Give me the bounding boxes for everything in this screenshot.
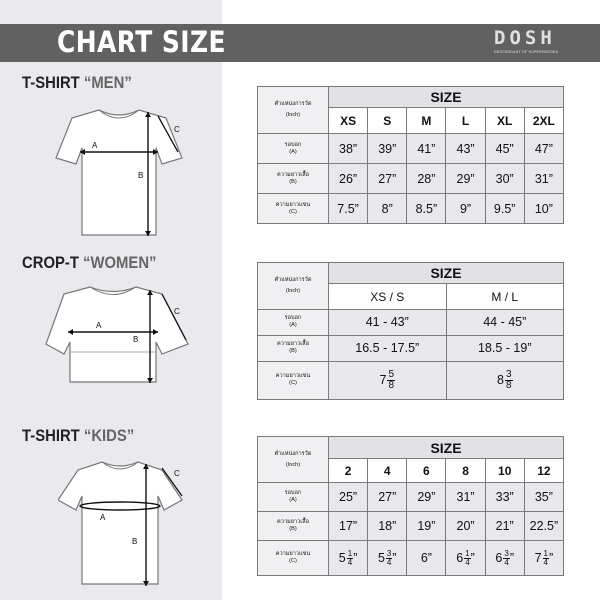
column-header: L	[446, 108, 485, 134]
row-label-code: (A)	[289, 322, 297, 329]
fraction-numerator: 3	[386, 548, 392, 558]
row-label-code: (B)	[289, 178, 297, 185]
table-cell	[329, 361, 447, 399]
table-row	[258, 361, 564, 399]
column-header: M	[407, 108, 446, 134]
table-cell: 39”	[368, 134, 407, 164]
section-title-quote: “KIDS”	[83, 427, 135, 445]
table-cell	[446, 361, 564, 399]
row-label	[258, 541, 329, 576]
row-label-code: (B)	[289, 348, 297, 355]
logo-wordmark: DOSH	[494, 27, 556, 49]
table-cell	[485, 541, 524, 576]
size-header: SIZE	[329, 263, 564, 284]
fraction-denominator: 4	[465, 557, 470, 567]
kids-label-b: B	[132, 537, 138, 546]
table-cell: 33”	[485, 483, 524, 512]
row-label	[258, 310, 329, 336]
kids-label-a: A	[100, 513, 106, 522]
table-cell: 38”	[329, 134, 368, 164]
table-row	[258, 194, 564, 224]
kids-tshirt-diagram	[58, 456, 198, 591]
column-header: M / L	[446, 284, 564, 310]
fraction-unit: ”	[509, 550, 514, 565]
fraction	[387, 370, 395, 391]
table-cell: 41 - 43”	[329, 310, 447, 336]
fraction-numerator: 3	[505, 368, 512, 380]
fraction-unit: ”	[470, 550, 475, 565]
fraction-numerator: 1	[347, 548, 353, 558]
table-cell: 41”	[407, 134, 446, 164]
table-cell	[368, 541, 407, 576]
table-cell: 19”	[407, 512, 446, 541]
table-cell: 21”	[485, 512, 524, 541]
women-label-a: A	[96, 321, 102, 330]
row-label-text: รอบอก	[284, 315, 302, 322]
fraction-whole: 7	[534, 550, 542, 565]
men-label-b: B	[138, 171, 144, 180]
table-cell: 26”	[329, 164, 368, 194]
fraction-numerator: 5	[388, 368, 394, 380]
table-cell: 27”	[368, 483, 407, 512]
table-cell: 31”	[524, 164, 563, 194]
fraction-numerator: 1	[465, 548, 470, 558]
logo-tagline: DESCENDANT OF SUPERHEROES	[494, 50, 559, 54]
row-label-code: (A)	[289, 148, 297, 155]
header-bar	[0, 24, 600, 62]
table-cell: 16.5 - 17.5”	[329, 335, 447, 361]
table-cell: 35”	[524, 483, 563, 512]
table-cell: 29”	[407, 483, 446, 512]
column-header: XL	[485, 108, 524, 134]
fraction	[505, 370, 513, 391]
page-title: CHART SIZE	[57, 25, 226, 59]
fraction-whole: 7	[379, 372, 387, 387]
row-label	[258, 194, 329, 224]
table-row	[258, 512, 564, 541]
corner-label-line1: ตำแหน่งการวัด	[274, 101, 312, 107]
table-row	[258, 164, 564, 194]
section-title-quote: “MEN”	[83, 74, 132, 92]
table-cell	[446, 541, 485, 576]
row-label-text: รอบอก	[284, 490, 302, 497]
table-cell: 8”	[368, 194, 407, 224]
row-label-code: (C)	[289, 208, 297, 215]
row-label	[258, 164, 329, 194]
column-header: 8	[446, 459, 485, 483]
men-label-c: C	[174, 125, 180, 134]
table-cell: 18”	[368, 512, 407, 541]
section-title-kids	[22, 427, 134, 446]
section-title-women	[22, 254, 156, 273]
women-cropt-diagram	[38, 282, 198, 392]
row-label-text: ความยาวเสื้อ	[277, 171, 309, 178]
corner-label-line2: (Inch)	[285, 461, 301, 468]
table-cell	[524, 541, 563, 576]
table-cell: 31”	[446, 483, 485, 512]
table-cell: 28”	[407, 164, 446, 194]
table-cell: 45”	[485, 134, 524, 164]
table-corner-label	[258, 263, 329, 310]
fraction-numerator: 1	[543, 548, 548, 558]
fraction-unit: ”	[392, 550, 397, 565]
section-title-main: T-SHIRT	[22, 74, 80, 92]
women-size-table	[257, 262, 564, 400]
table-cell: 17”	[329, 512, 368, 541]
table-row	[258, 134, 564, 164]
column-header: 6	[407, 459, 446, 483]
table-cell: 29”	[446, 164, 485, 194]
fraction-denominator: 4	[504, 557, 509, 567]
brand-logo	[494, 27, 584, 59]
row-label	[258, 483, 329, 512]
kids-size-table	[257, 436, 564, 576]
table-row	[258, 541, 564, 576]
row-label-text: รอบอก	[284, 141, 302, 148]
table-corner-label	[258, 87, 329, 134]
table-corner-label	[258, 437, 329, 483]
table-cell: 20”	[446, 512, 485, 541]
men-size-table	[257, 86, 564, 224]
table-row	[258, 310, 564, 336]
table-cell: 25”	[329, 483, 368, 512]
section-title-quote: “WOMEN”	[83, 254, 157, 272]
table-cell: 27”	[368, 164, 407, 194]
section-title-main: CROP-T	[22, 254, 79, 272]
section-title-men	[22, 74, 132, 93]
fraction-whole: 5	[338, 550, 346, 565]
fraction-unit: ”	[353, 550, 358, 565]
fraction-whole: 6	[495, 550, 503, 565]
table-cell: 18.5 - 19”	[446, 335, 564, 361]
row-label-text: ความยาวแขน	[275, 373, 311, 380]
column-header: 2XL	[524, 108, 563, 134]
size-header: SIZE	[329, 87, 564, 108]
corner-label-line2: (Inch)	[285, 288, 301, 294]
kids-label-c: C	[174, 469, 180, 478]
row-label-text: ความยาวเสื้อ	[277, 519, 309, 526]
row-label	[258, 361, 329, 399]
table-cell: 6”	[407, 541, 446, 576]
women-label-b: B	[133, 335, 139, 344]
column-header: 2	[329, 459, 368, 483]
fraction-denominator: 8	[505, 379, 512, 391]
row-label-text: ความยาวแขน	[275, 201, 311, 208]
table-cell: 7.5”	[329, 194, 368, 224]
column-header: 4	[368, 459, 407, 483]
column-header: XS	[329, 108, 368, 134]
column-header: 10	[485, 459, 524, 483]
table-cell: 9.5”	[485, 194, 524, 224]
table-cell	[329, 541, 368, 576]
section-title-main: T-SHIRT	[22, 427, 80, 445]
fraction-whole: 5	[377, 550, 385, 565]
table-cell: 10”	[524, 194, 563, 224]
row-label-text: ความยาวเสื้อ	[277, 341, 309, 348]
row-label	[258, 134, 329, 164]
column-header: 12	[524, 459, 563, 483]
row-label-code: (C)	[289, 558, 297, 565]
fraction-unit: ”	[549, 550, 554, 565]
men-tshirt-diagram	[44, 100, 194, 245]
corner-label-line2: (Inch)	[285, 112, 301, 118]
column-header: S	[368, 108, 407, 134]
row-label-code: (A)	[289, 497, 297, 504]
table-cell: 22.5”	[524, 512, 563, 541]
table-row	[258, 483, 564, 512]
fraction-numerator: 3	[504, 548, 509, 558]
table-cell: 30”	[485, 164, 524, 194]
corner-label-line1: ตำแหน่งการวัด	[274, 450, 312, 457]
fraction-whole: 6	[456, 550, 464, 565]
table-cell: 43”	[446, 134, 485, 164]
table-cell: 9”	[446, 194, 485, 224]
column-header: XS / S	[329, 284, 447, 310]
table-cell: 44 - 45”	[446, 310, 564, 336]
row-label-code: (B)	[289, 526, 297, 533]
row-label-code: (C)	[289, 380, 297, 387]
row-label	[258, 512, 329, 541]
fraction-whole: 8	[496, 372, 504, 387]
fraction-denominator: 8	[388, 379, 394, 391]
table-cell: 8.5”	[407, 194, 446, 224]
table-row	[258, 335, 564, 361]
table-cell: 47”	[524, 134, 563, 164]
women-label-c: C	[174, 307, 180, 316]
corner-label-line1: ตำแหน่งการวัด	[274, 277, 312, 283]
men-label-a: A	[92, 141, 98, 150]
row-label	[258, 335, 329, 361]
fraction-denominator: 4	[347, 557, 353, 567]
row-label-text: ความยาวแขน	[275, 551, 311, 558]
fraction-denominator: 4	[386, 557, 392, 567]
fraction-denominator: 4	[543, 557, 548, 567]
size-header: SIZE	[329, 437, 564, 459]
